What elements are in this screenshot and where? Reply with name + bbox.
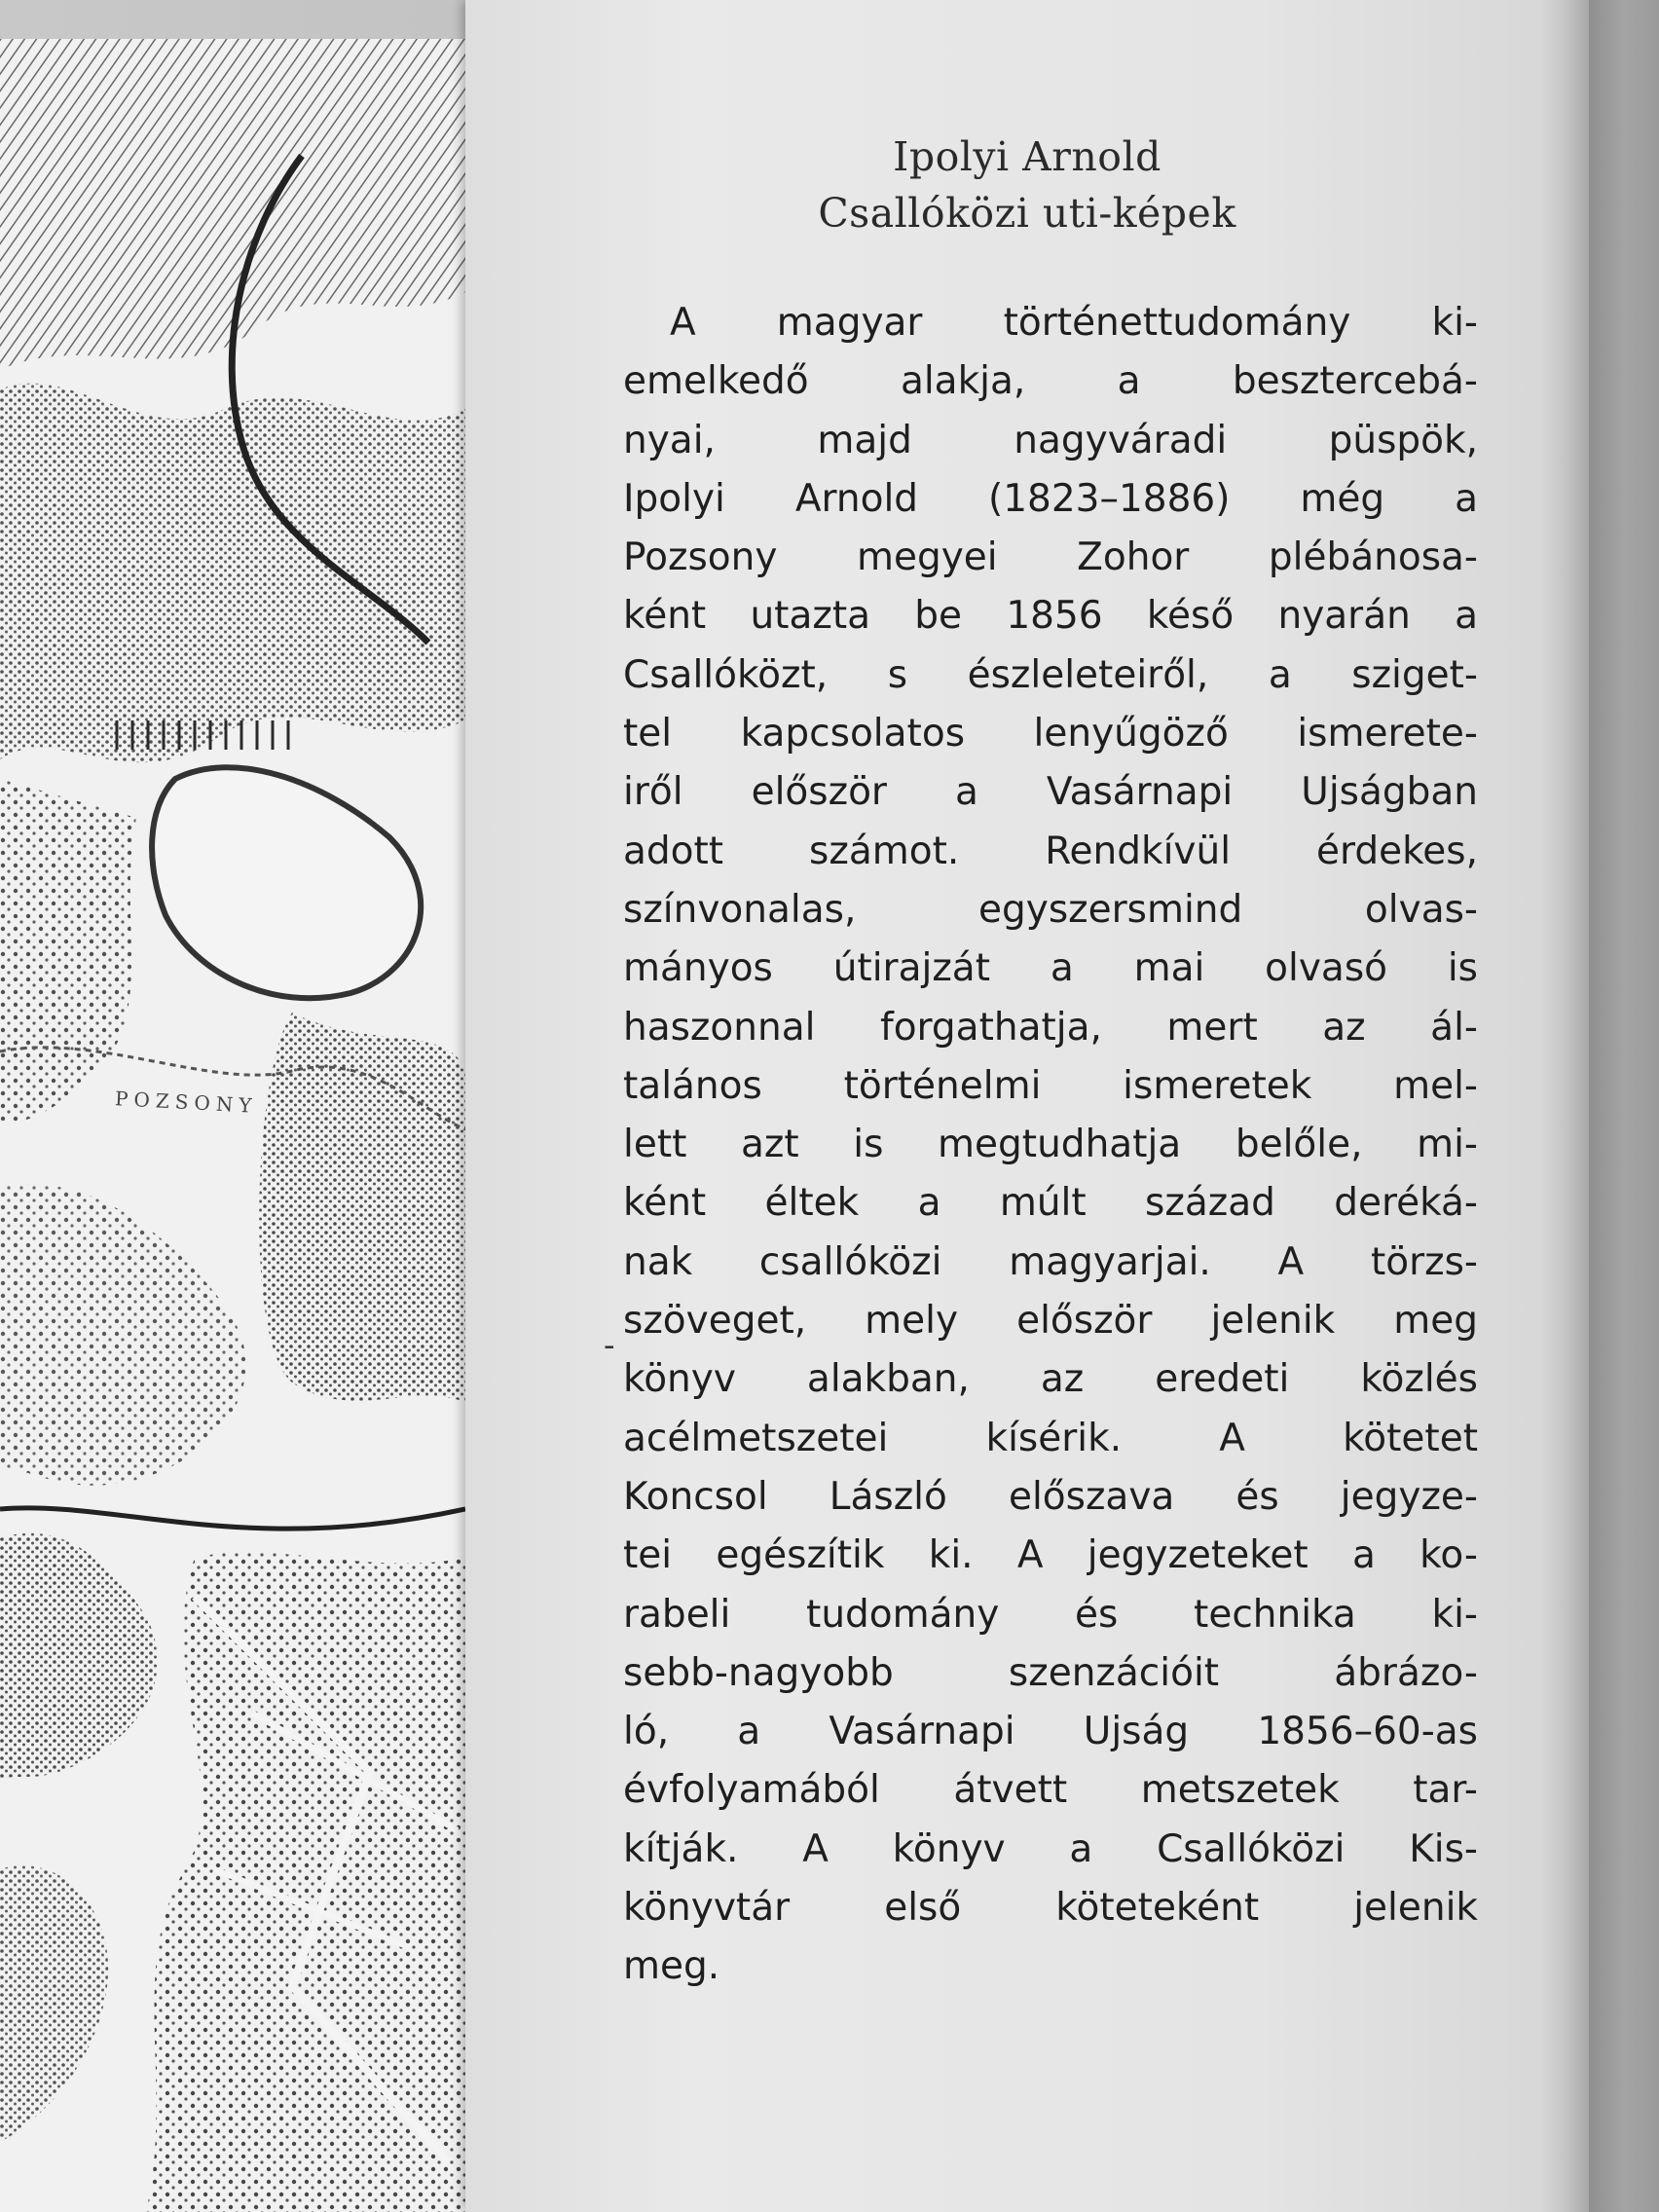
blurb-text [623,294,1478,1997]
blurb-line: mányos útirajzát a mai olvasó is [623,946,1478,991]
blurb-line: Pozsony megyei Zohor plébánosa- [623,535,1478,580]
blurb-line: talános történelmi ismeretek mel- [623,1063,1478,1108]
map-town-label: POZSONY [114,1087,259,1118]
blurb-line: színvonalas, egyszersmind olvas- [623,887,1478,932]
jacket-flap [465,0,1589,2212]
blurb-line: évfolyamából átvett metszetek tar- [623,1768,1478,1813]
blurb-line: nyai, majd nagyváradi püspök, [623,418,1478,462]
blurb-line: ként éltek a múlt század deréká- [623,1181,1478,1226]
blurb-line: emelkedő alakja, a besztercebá- [623,359,1478,404]
blurb-line: kítják. A könyv a Csallóközi Kis- [623,1826,1478,1871]
book-title: Csallóközi uti-képek [818,190,1236,237]
blurb-line: Koncsol László előszava és jegyze- [623,1474,1478,1519]
blurb-line: haszonnal forgathatja, mert az ál- [623,1005,1478,1050]
blurb-line: rabeli tudomány és technika ki- [623,1592,1478,1637]
blurb-line: ló, a Vasárnapi Ujság 1856–60-as [623,1710,1478,1754]
blurb-line: könyv alakban, az eredeti közlés [623,1357,1478,1402]
blurb-line: Csallóközt, s észleleteiről, a sziget- [623,652,1478,697]
blurb-line: A magyar történettudomány ki- [670,301,1478,345]
map-illustration [0,39,465,2212]
blurb-line: acélmetszetei kísérik. A kötetet [623,1416,1478,1460]
blurb-line: adott számot. Rendkívül érdekes, [623,829,1478,873]
flap-fold-shadow [1540,0,1589,2212]
blurb-line: sebb-nagyobb szenzációit ábrázo- [623,1650,1478,1695]
blurb-line: ként utazta be 1856 késő nyarán a [623,594,1478,639]
map-cover-panel [0,39,467,2212]
blurb-line: Ipolyi Arnold (1823–1886) még a [623,476,1478,521]
blurb-line: lett azt is megtudhatja belőle, mi- [623,1123,1478,1167]
blurb-line: könyvtár első köteteként jelenik [623,1886,1478,1931]
blurb-line: nak csallóközi magyarjai. A törzs- [623,1239,1478,1284]
title-block [465,129,1589,241]
blurb-line: tel kapcsolatos lenyűgöző ismerete- [623,712,1478,756]
author-name: Ipolyi Arnold [893,133,1161,180]
blurb-line: iről először a Vasárnapi Ujságban [623,770,1478,815]
blurb-line: tei egészítik ki. A jegyzeteket a ko- [623,1533,1478,1578]
blurb-line: szöveget, mely először jelenik meg [623,1299,1478,1344]
background-strip [1589,0,1659,2212]
blurb-line: meg. [623,1944,720,1989]
edge-mark: - [604,1326,615,1365]
